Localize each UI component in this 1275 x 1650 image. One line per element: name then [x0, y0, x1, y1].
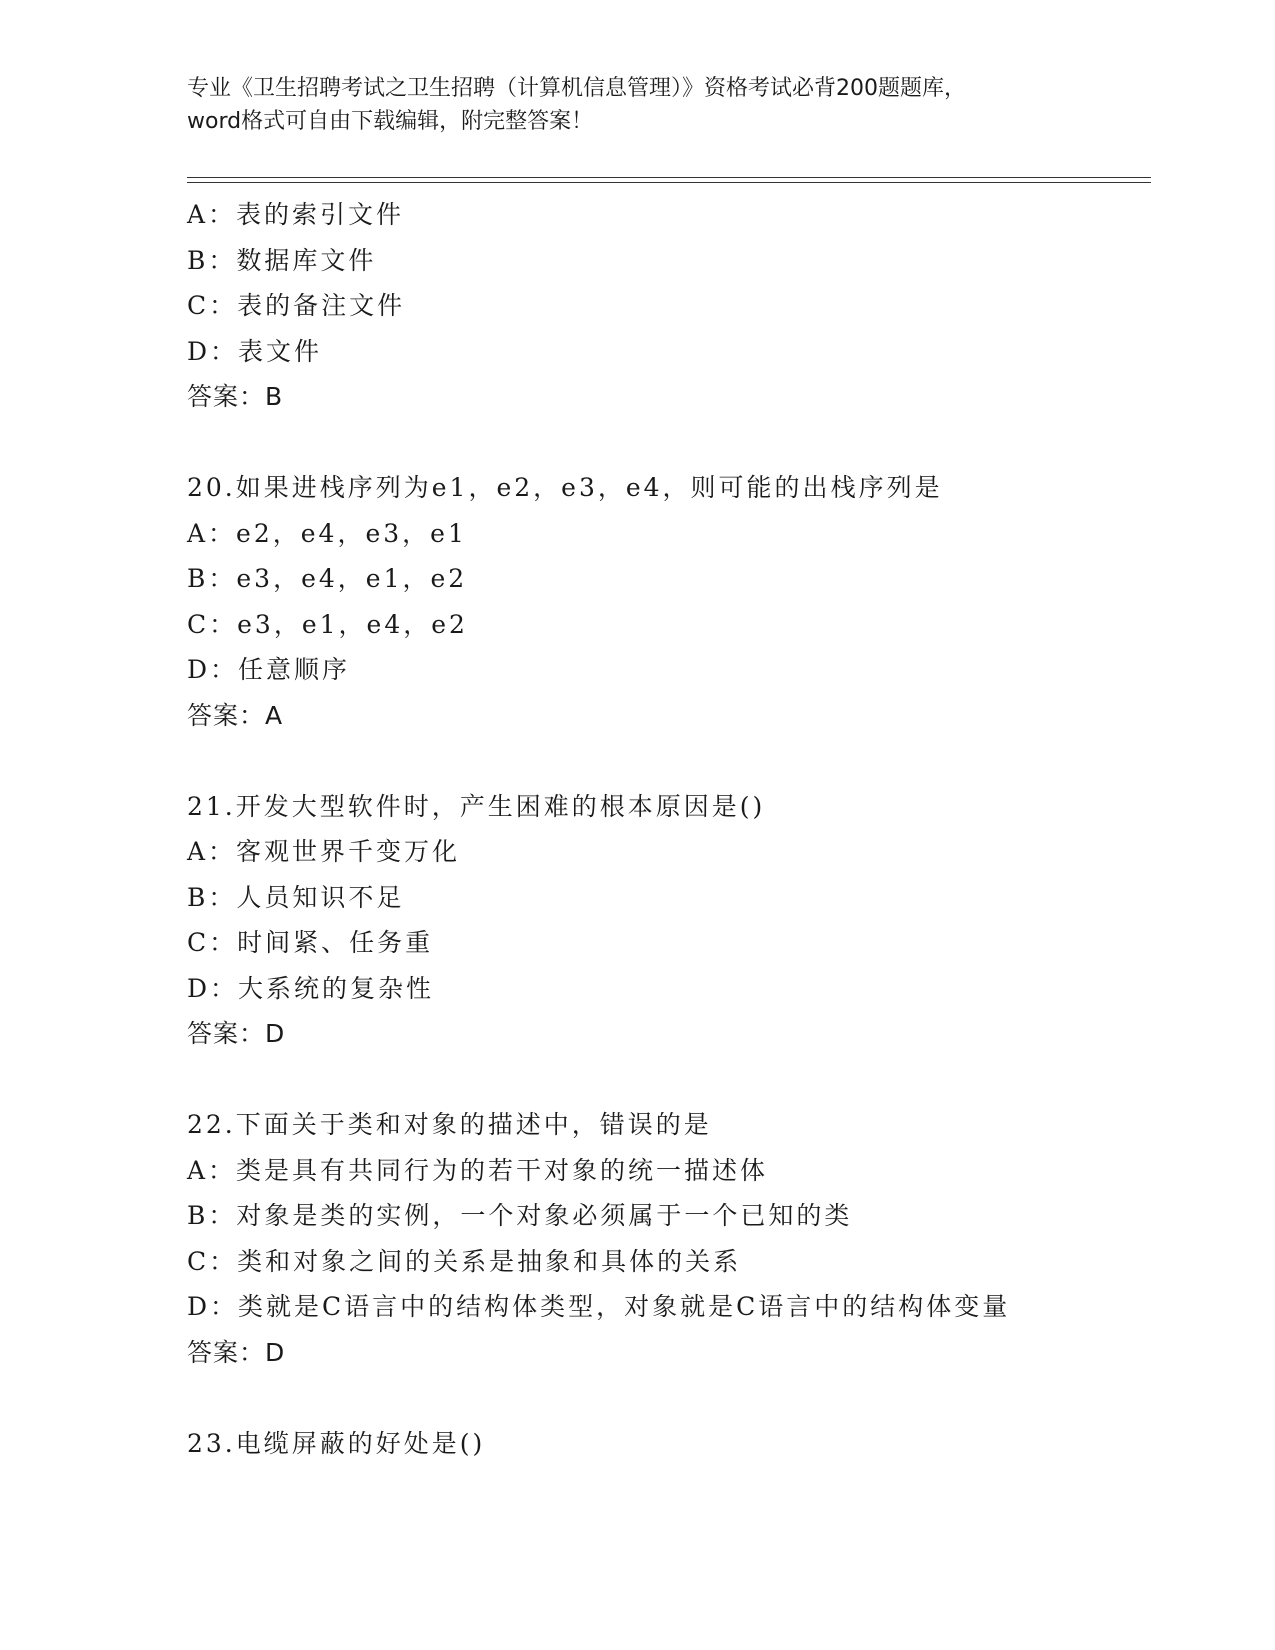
option-d: D：类就是C语言中的结构体类型，对象就是C语言中的结构体变量 [187, 1292, 1011, 1321]
option-b: B：数据库文件 [187, 245, 377, 275]
document-header [187, 72, 1087, 138]
question-text: 22.下面关于类和对象的描述中，错误的是 [187, 1110, 712, 1139]
option-c: C：时间紧、任务重 [187, 928, 434, 957]
spacer [187, 738, 1151, 784]
option-c: C：表的备注文件 [187, 291, 406, 320]
answer-label: 答案：D [187, 1337, 286, 1367]
answer-label: 答案：D [187, 1019, 286, 1048]
option-d: D：大系统的复杂性 [187, 973, 435, 1003]
question-block-19 [187, 192, 1151, 420]
header-title-line1: 专业《卫生招聘考试之卫生招聘（计算机信息管理）》资格考试必背200题题库， [187, 76, 966, 101]
question-text: 23.电缆屏蔽的好处是() [187, 1428, 486, 1458]
question-block-22 [187, 1102, 1151, 1375]
question-block-20 [187, 465, 1151, 738]
question-text: 21.开发大型软件时，产生困难的根本原因是() [187, 791, 766, 821]
question-text: 20.如果进栈序列为e1，e2，e3，e4，则可能的出栈序列是 [187, 473, 943, 502]
spacer [187, 1057, 1151, 1103]
question-list [187, 192, 1151, 1466]
option-d: D：任意顺序 [187, 655, 351, 684]
option-b: B：人员知识不足 [187, 882, 405, 912]
question-block-23 [187, 1421, 1151, 1467]
option-b: B：对象是类的实例，一个对象必须属于一个已知的类 [187, 1201, 853, 1230]
answer-label: 答案：B [187, 382, 284, 411]
option-a: A：类是具有共同行为的若干对象的统一描述体 [187, 1155, 769, 1185]
answer-label: 答案：A [187, 700, 284, 730]
header-divider-bottom [187, 182, 1151, 183]
spacer [187, 1375, 1151, 1421]
option-a: A：e2，e4，e3，e1 [187, 518, 467, 548]
option-a: A：客观世界千变万化 [187, 837, 461, 866]
option-b: B：e3，e4，e1，e2 [187, 564, 468, 593]
option-a: A：表的索引文件 [187, 200, 405, 229]
header-divider-top [187, 177, 1151, 178]
question-block-21 [187, 784, 1151, 1057]
option-d: D：表文件 [187, 336, 323, 366]
spacer [187, 420, 1151, 466]
option-c: C：e3，e1，e4，e2 [187, 609, 468, 639]
option-c: C：类和对象之间的关系是抽象和具体的关系 [187, 1246, 742, 1276]
header-title-line2: word格式可自由下载编辑，附完整答案！ [187, 109, 594, 134]
